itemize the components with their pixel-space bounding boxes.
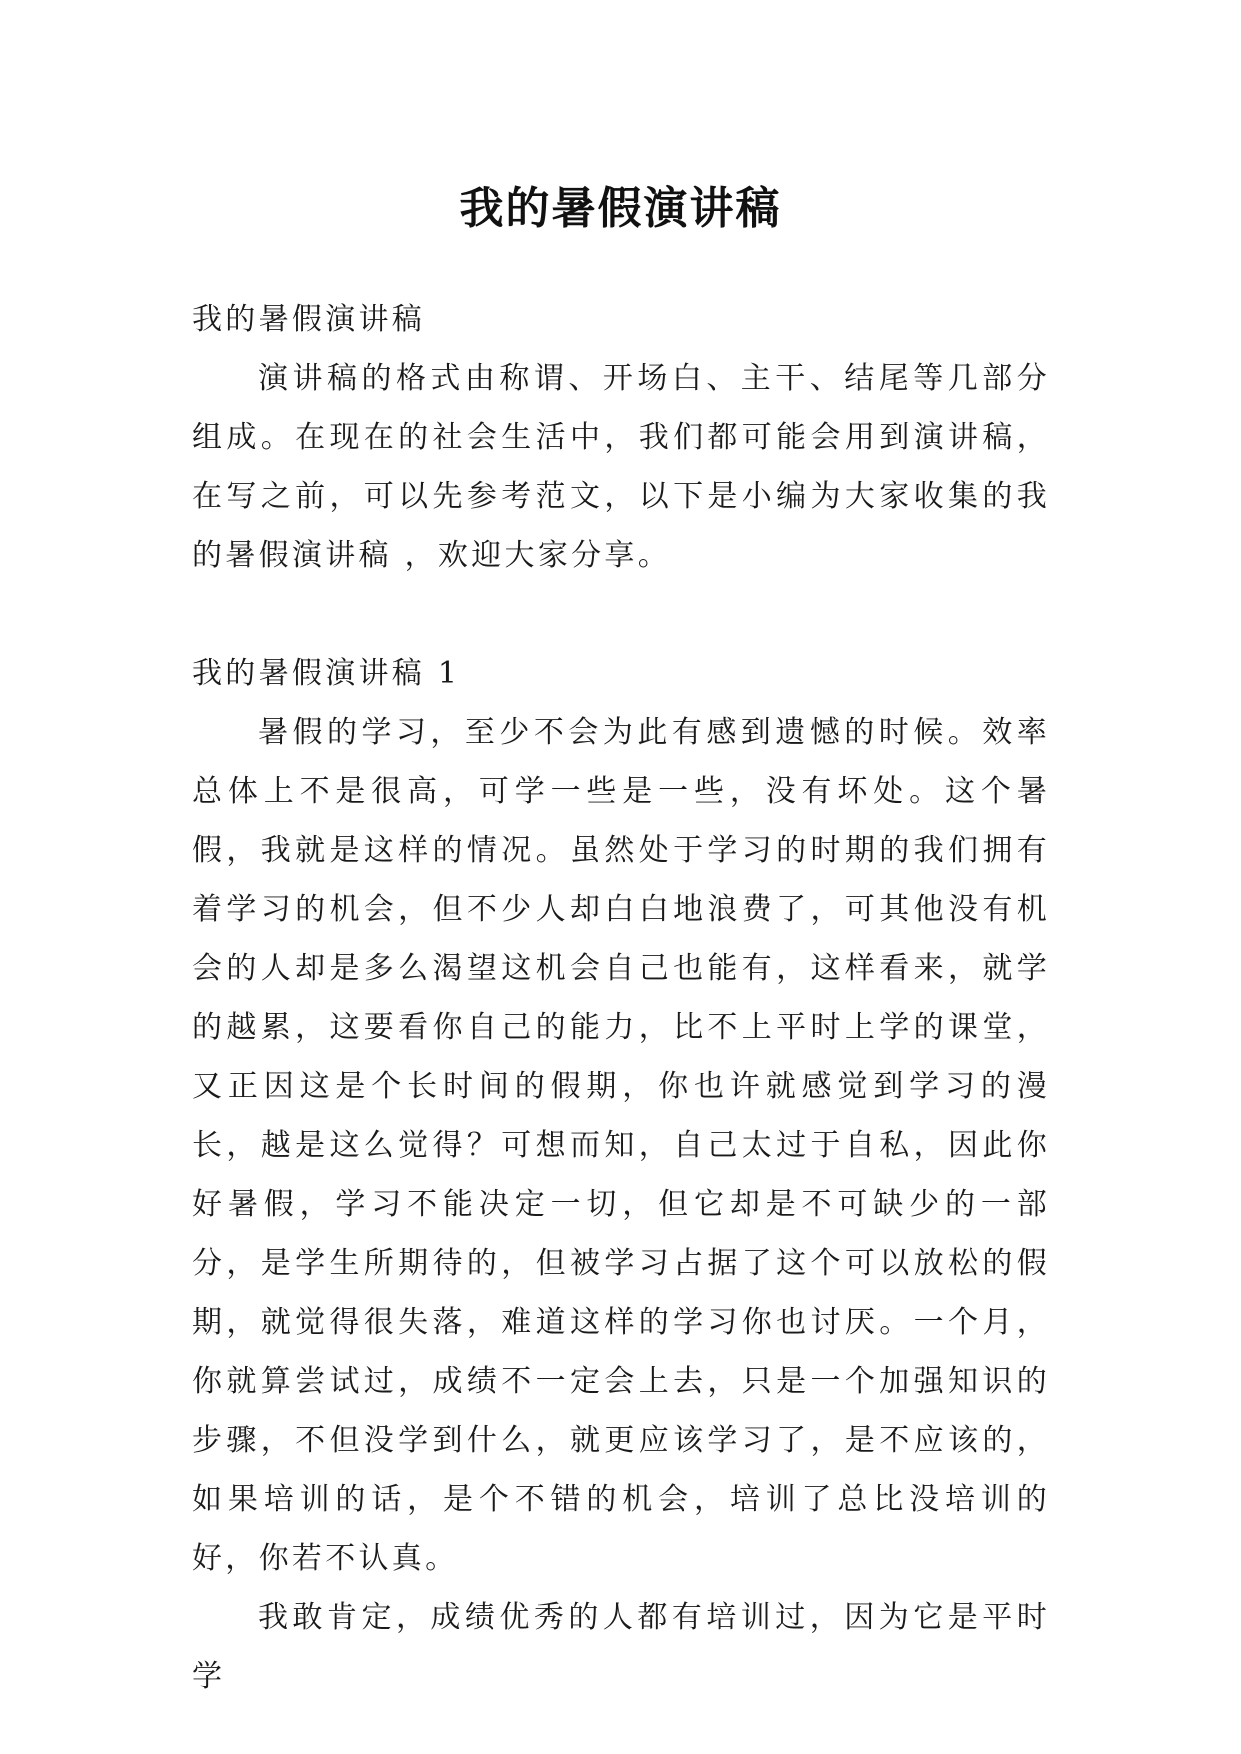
section-spacer (192, 585, 1050, 644)
section-paragraph-2: 我敢肯定，成绩优秀的人都有培训过，因为它是平时学 (192, 1600, 1050, 1694)
document-title: 我的暑假演讲稿 (459, 183, 782, 235)
section-heading: 我的暑假演讲稿 1 (192, 656, 461, 691)
intro-paragraph: 演讲稿的格式由称谓、开场白、主干、结尾等几部分组成。在现在的社会生活中，我们都可能会用到演讲稿，在写之前，可以先参考范文，以下是小编为大家收集的我的暑假演讲稿 ，欢迎大家分享。 (192, 361, 1050, 573)
document-body (192, 290, 1050, 1706)
section-paragraph-1: 暑假的学习，至少不会为此有感到遗憾的时候。效率总体上不是很高，可学一些是一些，没有坏处。这个暑假，我就是这样的情况。虽然处于学习的时期的我们拥有着学习的机会，但不少人却白白地浪费了，可其他没有机会的人却是多么渴望这机会自己也能有，这样看来，就学的越累，这要看你自己的能力，比不上平时上学的课堂，又正因这是个长时间的假期，你也许就感觉到学习的漫长，越是这么觉得？可想而知，自己太过于自私，因此你好暑假，学习不能决定一切，但它却是不可缺少的一部分，是学生所期待的，但被学习占据了这个可以放松的假期，就觉得很失落，难道这样的学习你也讨厌。一个月，你就算尝试过，成绩不一定会上去，只是一个加强知识的步骤，不但没学到什么，就更应该学习了，是不应该的，如果培训的话，是个不错的机会，培训了总比没培训的好，你若不认真。 (192, 715, 1050, 1576)
subtitle-line: 我的暑假演讲稿 (192, 302, 426, 337)
